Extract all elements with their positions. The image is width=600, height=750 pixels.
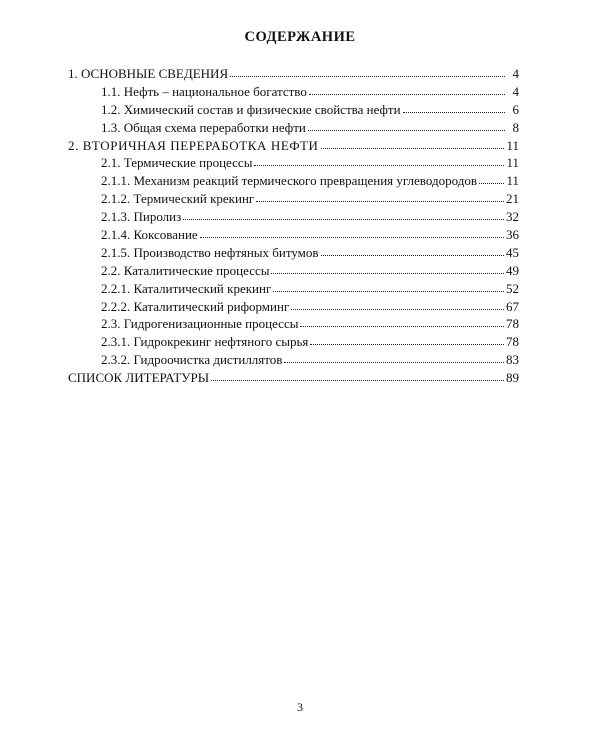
dot-leader (321, 244, 504, 256)
toc-entry-label: СПИСОК ЛИТЕРАТУРЫ (68, 370, 210, 386)
toc-entry (68, 244, 519, 262)
toc-entry-label: 2.2.1. Каталитический крекинг (101, 280, 272, 296)
toc-entry-page: 49 (506, 262, 519, 278)
toc-entry-label: 2.1.4. Коксование (101, 227, 198, 243)
dot-leader (284, 351, 504, 363)
toc-entry-label: 2.1.2. Термический крекинг (101, 191, 255, 207)
dot-leader (200, 226, 504, 238)
dot-leader (309, 83, 505, 95)
toc-entry (68, 119, 519, 137)
toc-entry-page: 11 (506, 137, 519, 153)
toc-entry-label: 2.3. Гидрогенизационные процессы (101, 316, 299, 332)
toc-entry-page: 6 (512, 101, 519, 117)
toc-entry (68, 298, 519, 316)
toc-entry-page: 8 (512, 119, 519, 135)
dot-leader (183, 208, 504, 220)
dot-leader (308, 119, 505, 131)
toc-entry-page: 4 (512, 66, 519, 81)
dot-leader (310, 333, 504, 345)
toc-entry (68, 137, 519, 155)
dot-leader (211, 369, 504, 381)
toc-entry (68, 333, 519, 351)
toc-entry-label: 2.1.3. Пиролиз (101, 209, 182, 225)
toc-entry (68, 208, 519, 226)
dot-leader (291, 298, 504, 310)
dot-leader (273, 280, 504, 292)
toc-entry-page: 32 (506, 209, 519, 225)
dot-leader (321, 137, 505, 149)
toc-entry-page: 4 (512, 83, 519, 99)
toc-entry-label: 1. ОСНОВНЫЕ СВЕДЕНИЯ (68, 66, 229, 81)
toc-entry-label: 2. ВТОРИЧНАЯ ПЕРЕРАБОТКА НЕФТИ (68, 137, 319, 153)
toc-entry-page: 45 (506, 244, 519, 260)
toc-entry-page: 67 (506, 298, 519, 314)
dot-leader (479, 172, 504, 184)
toc-entry-page: 11 (506, 155, 519, 171)
toc-entry-page: 78 (506, 334, 519, 350)
toc-entry-page: 21 (506, 191, 519, 207)
toc-entry-page: 52 (506, 280, 519, 296)
toc-entry-page: 78 (506, 316, 519, 332)
toc-entry (68, 315, 519, 333)
toc-entry-label: 2.3.2. Гидроочистка дистиллятов (101, 352, 283, 368)
toc-entry-label: 1.2. Химический состав и физические свойства нефти (101, 101, 401, 117)
dot-leader (256, 190, 504, 202)
toc-entry-label: 1.1. Нефть – национальное богатство (101, 83, 307, 99)
toc-entry (68, 83, 519, 101)
toc-entry (68, 172, 519, 190)
toc-entry-label: 2.3.1. Гидрокрекинг нефтяного сырья (101, 334, 309, 350)
toc-entry-page: 83 (506, 352, 519, 368)
dot-leader (403, 101, 505, 113)
toc-heading: СОДЕРЖАНИЕ (244, 29, 356, 45)
toc-entry-page: 36 (506, 227, 519, 243)
toc-entry (68, 65, 519, 83)
toc-entry-label: 2.1.5. Производство нефтяных битумов (101, 244, 319, 260)
toc-entry (68, 351, 519, 369)
toc-entry-page: 11 (506, 173, 519, 189)
dot-leader (300, 315, 504, 327)
toc-entry (68, 226, 519, 244)
toc-entry-label: 2.1. Термические процессы (101, 155, 253, 171)
dot-leader (271, 262, 504, 274)
toc-entry (68, 190, 519, 208)
toc-entry-label: 2.1.1. Механизм реакций термического превращения углеводородов (101, 173, 477, 189)
toc-entry (68, 262, 519, 280)
toc-entry (68, 101, 519, 119)
dot-leader (230, 65, 505, 77)
page-number: 3 (297, 700, 303, 714)
dot-leader (254, 154, 504, 166)
toc-entry-label: 2.2. Каталитические процессы (101, 262, 270, 278)
toc-entry (68, 369, 519, 387)
table-of-contents (68, 65, 519, 387)
toc-entry-label: 1.3. Общая схема переработки нефти (101, 119, 306, 135)
toc-entry-page: 89 (506, 370, 519, 386)
toc-entry (68, 280, 519, 298)
toc-entry-label: 2.2.2. Каталитический риформинг (101, 298, 290, 314)
toc-entry (68, 154, 519, 172)
